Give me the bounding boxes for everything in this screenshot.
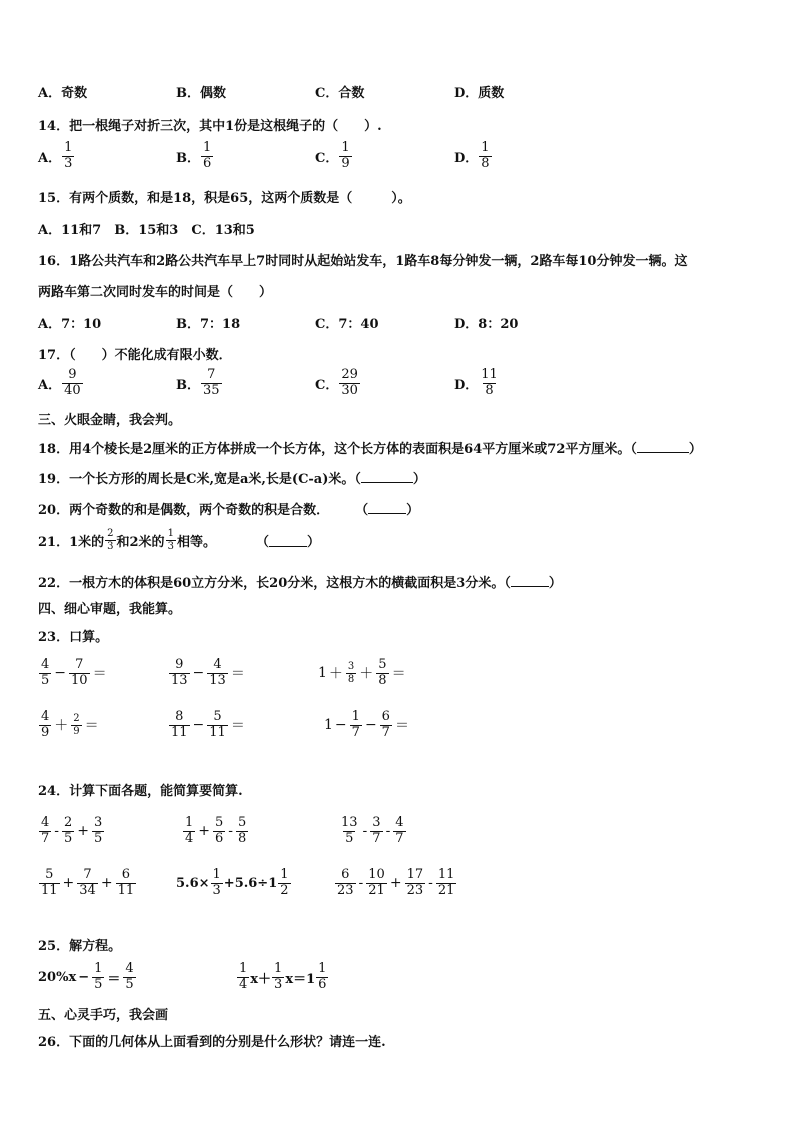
q26-stem: 26．下面的几何体从上面看到的分别是什么形状？请连一连.: [38, 1035, 386, 1050]
q24-expression-3: $\frac{13}{5}$ - $\frac{3}{7}$ - $\frac{4}{7}$: [341, 815, 404, 846]
q22-answer-blank[interactable]: [511, 574, 549, 587]
q21: 21．1米的 $\frac{2}{3}$ 和2米的 $\frac{1}{3}$ 相等。 （ ）: [38, 528, 320, 552]
q16-stem-line2: 两路车第二次同时发车的时间是（ ）: [38, 285, 273, 300]
q19: 19．一个长方形的周长是C米,宽是a米,长是(C-a)米。（ ）: [38, 472, 426, 487]
q17-option-c: C． $\frac{29}{30}$: [315, 367, 358, 398]
q23-expression-1: $\frac{4}{5}$ − $\frac{7}{10}$ ＝: [41, 657, 107, 688]
q13-option-b: B．偶数: [176, 86, 226, 101]
q20-answer-blank[interactable]: [368, 501, 406, 514]
q21-answer-blank[interactable]: [269, 534, 307, 547]
q16-option-b: B．7：18: [176, 317, 241, 332]
q17-stem: 17．（ ）不能化成有限小数．: [38, 348, 232, 363]
q16-stem-line1: 16．1路公共汽车和2路公共汽车早上7时同时从起始站发车，1路车8每分钟发一辆，2路车每10分钟发一辆。这: [38, 254, 688, 269]
q22: 22．一根方木的体积是60立方分米，长20分米，这根方木的横截面积是3分米。（ ）: [38, 576, 562, 591]
q16-option-c: C．7：40: [315, 317, 379, 332]
q18-answer-blank[interactable]: [637, 440, 689, 453]
q17-option-d: D． $\frac{11}{8}$: [454, 367, 498, 398]
q23-expression-2: $\frac{9}{13}$ − $\frac{4}{13}$ ＝: [171, 657, 245, 688]
q15-stem: 15．有两个质数，和是18，积是65，这两个质数是（ ）。: [38, 191, 411, 206]
q13-option-c: C．合数: [315, 86, 365, 101]
q14-option-b: B． $\frac{1}{6}$: [176, 140, 212, 171]
q14-option-a: A． $\frac{1}{3}$: [38, 140, 73, 171]
q25-title: 25．解方程。: [38, 939, 122, 954]
q25-equation-2: $\frac{1}{4}$ x＋ $\frac{1}{3}$ x＝1 $\frac{1}{6}$: [239, 961, 327, 992]
q14-stem: 14．把一根绳子对折三次，其中1份是这根绳子的（ ）.: [38, 119, 382, 134]
q13-option-d: D．质数: [454, 86, 505, 101]
q16-option-d: D．8：20: [454, 317, 519, 332]
q17-option-b: B． $\frac{7}{35}$: [176, 367, 220, 398]
q25-equation-1: 20%x − $\frac{1}{5}$ ＝ $\frac{4}{5}$: [38, 961, 134, 992]
q14-option-c: C． $\frac{1}{9}$: [315, 140, 350, 171]
section-5-heading: 五、心灵手巧，我会画: [38, 1008, 169, 1023]
q24-title: 24．计算下面各题，能简算要简算.: [38, 784, 243, 799]
q24-expression-1: $\frac{4}{7}$ - $\frac{2}{5}$ + $\frac{3}{5}$: [41, 815, 103, 846]
q13-option-a: A．奇数: [38, 86, 88, 101]
q18: 18．用4个棱长是2厘米的正方体拼成一个长方体，这个长方体的表面积是64平方厘米或72平方厘米。（ ）: [38, 442, 702, 457]
section-3-heading: 三、火眼金睛，我会判。: [38, 413, 182, 428]
section-4-heading: 四、细心审题，我能算。: [38, 602, 182, 617]
q23-expression-5: $\frac{8}{11}$ − $\frac{5}{11}$ ＝: [171, 709, 245, 740]
q24-expression-4: $\frac{5}{11}$ + $\frac{7}{34}$ + $\frac{6}{11}$: [41, 867, 135, 898]
q23-title: 23．口算。: [38, 630, 109, 645]
q24-expression-5: 5.6× $\frac{1}{3}$ +5.6÷1 $\frac{1}{2}$: [176, 867, 289, 898]
q17-option-a: A． $\frac{9}{40}$: [38, 367, 81, 398]
q20: 20．两个奇数的和是偶数，两个奇数的积是合数． （ ）: [38, 503, 420, 518]
q15-options: A．11和7 B．15和3 C．13和5: [38, 223, 255, 238]
q14-option-d: D． $\frac{1}{8}$: [454, 140, 490, 171]
q24-expression-2: $\frac{1}{4}$ + $\frac{5}{6}$ - $\frac{5}{8}$: [185, 815, 247, 846]
q23-expression-3: 1 ＋ $\frac{3}{8}$ ＋ $\frac{5}{8}$ ＝: [318, 657, 406, 688]
q24-expression-6: $\frac{6}{23}$ - $\frac{10}{21}$ + $\frac{17}{23}$ - $\frac{11}{21}$: [337, 867, 455, 898]
q23-expression-4: $\frac{4}{9}$ ＋ $\frac{2}{9}$ ＝: [41, 709, 99, 740]
q19-answer-blank[interactable]: [361, 470, 413, 483]
q16-option-a: A．7：10: [38, 317, 102, 332]
q23-expression-6: 1 − $\frac{1}{7}$ − $\frac{6}{7}$ ＝: [324, 709, 409, 740]
